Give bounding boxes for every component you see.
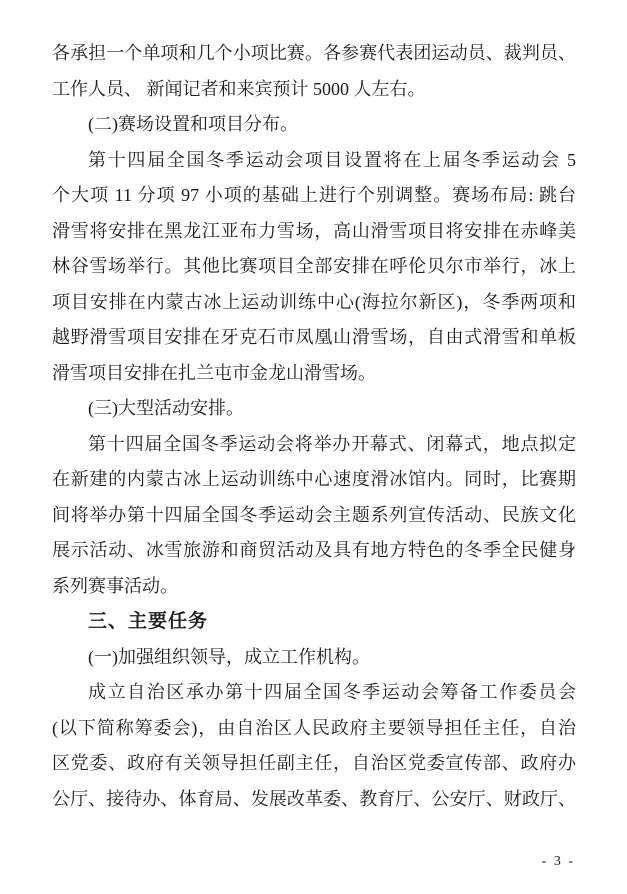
body-line: 工作人员、 新闻记者和来宾预计 5000 人左右。 <box>52 78 426 99</box>
body-line: 越野滑雪项目安排在牙克石市凤凰山滑雪场，自由式滑雪和单板 <box>52 327 576 347</box>
subsection-heading: (二)赛场设置和项目分布。 <box>88 114 298 134</box>
body-line: (以下简称筹委会)，由自治区人民政府主要领导担任主任，自治 <box>52 717 576 738</box>
body-line: 项目安排在内蒙古冰上运动训练中心(海拉尔新区)，冬季两项和 <box>52 291 576 312</box>
subsection-heading: (一)加强组织领导，成立工作机构。 <box>88 646 370 667</box>
section-heading: 三、主要任务 <box>88 611 209 632</box>
body-line: 滑雪将安排在黑龙江亚布力雪场，高山滑雪项目将安排在赤峰美 <box>52 220 576 241</box>
body-line: 在新建的内蒙古冰上运动训练中心速度滑冰馆内。同时，比赛期 <box>52 469 576 489</box>
body-line: 各承担一个单项和几个小项比赛。各参赛代表团运动员、裁判员、 <box>52 43 576 63</box>
body-line: 滑雪项目安排在扎兰屯市金龙山滑雪场。 <box>52 362 376 383</box>
document-body <box>52 36 576 817</box>
body-line: 个大项 11 分项 97 小项的基础上进行个别调整。赛场布局: 跳台 <box>52 185 576 205</box>
body-line: 第十四届全国冬季运动会将举办开幕式、闭幕式，地点拟定 <box>88 433 576 454</box>
body-line: 展示活动、冰雪旅游和商贸活动及具有地方特色的冬季全民健身 <box>52 540 576 560</box>
body-line: 区党委、政府有关领导担任副主任，自治区党委宣传部、政府办 <box>52 753 576 773</box>
body-line: 成立自治区承办第十四届全国冬季运动会筹备工作委员会 <box>88 682 576 702</box>
subsection-heading: (三)大型活动安排。 <box>88 398 244 418</box>
body-line: 林谷雪场举行。其他比赛项目全部安排在呼伦贝尔市举行，冰上 <box>52 256 576 276</box>
body-line: 第十四届全国冬季运动会项目设置将在上届冬季运动会 5 <box>88 149 576 170</box>
page-number: - 3 - <box>541 854 575 869</box>
body-line: 公厅、接待办、体育局、发展改革委、教育厅、公安厅、财政厅、 <box>52 788 576 809</box>
body-line: 间将举办第十四届全国冬季运动会主题系列宣传活动、民族文化 <box>52 504 576 525</box>
body-line: 系列赛事活动。 <box>52 575 178 596</box>
